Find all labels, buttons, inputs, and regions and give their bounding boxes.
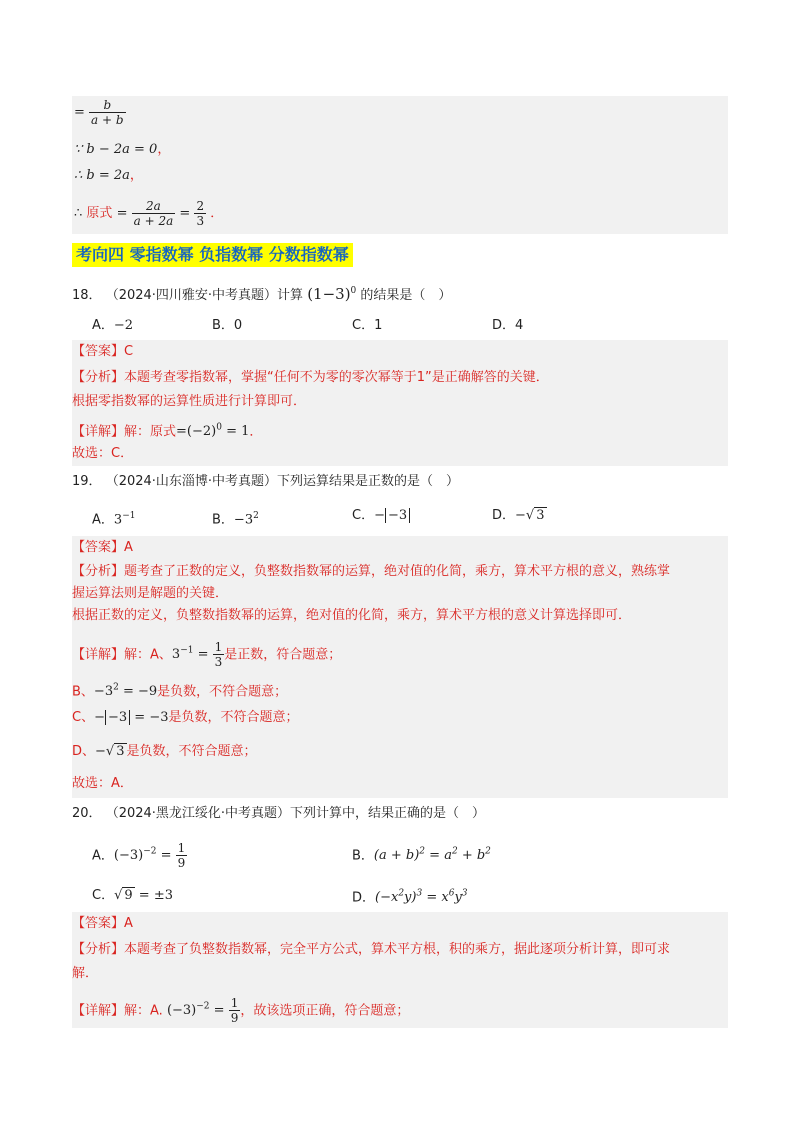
question-source: （2024·黑龙江绥化·中考真题）下列计算中，结果正确的是（ ） [105,806,486,821]
analysis-line: 【分析】题考查了正数的定义，负整数指数幂的运算，绝对值的化简，乘方，算术平方根的意义，熟练掌 [72,564,671,579]
detail-line-c: C、− −3 = −3是负数，不符合题意； [72,710,299,725]
fraction-denominator: a + b [91,113,124,127]
detail-line-d: D、−√ 3 是负数，不符合题意； [72,744,257,759]
q18-option-b[interactable]: B．0 [212,318,243,333]
solution-line-2 [74,140,170,160]
question-source: （2024·四川雅安·中考真题）计算 [105,288,304,303]
q20-solution-block [72,912,728,1028]
q18-option-a[interactable]: A．−2 [92,318,134,333]
detail-line-a: 【详解】解：A、$3^{-1}$ = $\frac{1}{3}$ 是正数，符合题意； [72,640,342,670]
question-source: （2024·山东淄博·中考真题）下列运算结果是正数的是（ ） [105,474,460,489]
q19-option-b[interactable]: B．$-3^2$ [212,511,259,528]
question-18 [72,281,451,306]
question-number: 20． [72,806,102,821]
question-number: 18． [72,288,102,303]
answer-line: 【答案】A [72,916,133,931]
analysis-line: 根据正数的定义，负整数指数幂的运算，绝对值的化简，乘方，算术平方根的意义计算选择即可． [72,608,632,623]
analysis-line: 【分析】本题考查零指数幂，掌握“任何不为零的零次幂等于1”是正确解答的关键． [72,370,549,385]
question-19 [72,472,459,492]
analysis-line: 根据零指数幂的运算性质进行计算即可． [72,394,307,409]
question-expression: $(1-3)^0$ [307,285,357,303]
therefore-expression: ∴ b = 2a [74,168,130,183]
q19-option-d[interactable]: D．−√ 3 [492,508,545,523]
q20-option-a[interactable]: A．$(-3)^{-2}$ = $\frac{1}{9}$ [92,841,186,871]
q20-option-b[interactable]: B．$(a + b)^2 = a^2 + b^2$ [352,847,491,864]
q20-option-c[interactable]: C．√ 9 = ±3 [92,888,173,903]
fraction-two-thirds [194,199,206,228]
question-20 [72,804,485,824]
q18-option-d[interactable]: D．4 [492,318,524,333]
choice-line: 故选：C． [72,446,134,461]
therefore-symbol: ∴ [74,206,83,221]
answer-line: 【答案】A [72,540,133,555]
detail-line-b: B、$-3^2 = -9$是负数，不符合题意； [72,683,288,700]
comma-mark: ， [157,142,171,157]
fraction-numerator: 2a [132,199,176,214]
fraction-b-over-a-plus-b [89,98,126,127]
q18-solution-block [72,340,728,466]
solution-line-1 [74,98,126,127]
solution-line-4 [74,198,223,230]
analysis-line: 解． [72,966,99,981]
detail-line: 【详解】解：A. $(-3)^{-2}$ = $\frac{1}{9}$ ，故该选项正确，符合题意； [72,996,410,1026]
q20-option-d[interactable]: D．$(-x^2y)^3 = x^6y^3$ [352,889,468,906]
analysis-line: 【分析】本题考查了负整数指数幂，完全平方公式，算术平方根，积的乘方，据此逐项分析计算，即可求 [72,942,671,957]
equals-sign: = [116,206,128,221]
detail-line: 【详解】解：原式$=(-2)^0 = 1$． [72,423,263,440]
because-expression: ∵ b − 2a = 0 [74,142,158,157]
original-expression-label: 原式 [86,206,113,221]
fraction-denominator: a + 2a [133,214,174,228]
question-number: 19． [72,474,102,489]
fraction-denominator: 3 [196,214,205,228]
fraction-2a-over-a-plus-2a [132,199,176,228]
comma-mark: ， [129,168,143,183]
fraction-numerator: b [89,98,126,113]
equals-sign: = [74,105,85,120]
q18-option-c[interactable]: C．1 [352,318,383,333]
top-solution-block [72,96,728,234]
equals-sign: = [179,206,191,221]
solution-line-3 [74,166,143,186]
choice-line: 故选：A． [72,776,133,791]
q19-option-c[interactable]: C．− −3 [352,506,410,526]
q19-option-a[interactable]: A．$3^{-1}$ [92,511,136,528]
question-tail: 的结果是（ ） [360,288,452,303]
q19-solution-block [72,536,728,798]
period-mark: ． [210,206,224,221]
analysis-line: 握运算法则是解题的关键． [72,586,229,601]
fraction-numerator: 2 [196,199,205,213]
section-heading: 考向四 零指数幂 负指数幂 分数指数幂 [72,243,353,267]
answer-line: 【答案】C [72,344,134,359]
